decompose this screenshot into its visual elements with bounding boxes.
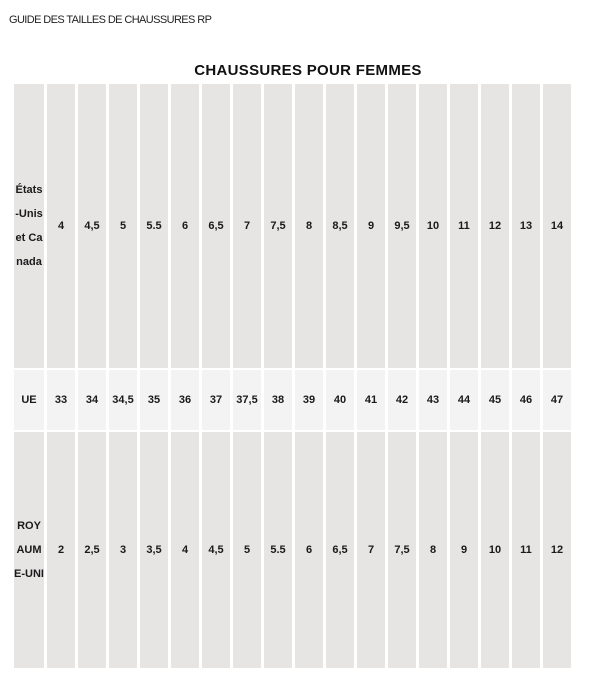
size-cell: 9 [450,430,478,668]
size-chart-table [11,84,574,668]
size-cell: 7 [233,84,261,368]
size-cell: 46 [512,368,540,430]
document-header: GUIDE DES TAILLES DE CHAUSSURES RP [9,14,212,26]
table-row-uk [14,430,571,668]
row-label-us-canada: États-Unis et Canada [14,84,44,368]
size-cell: 10 [481,430,509,668]
table-title: CHAUSSURES POUR FEMMES [194,62,422,79]
size-cell: 47 [543,368,571,430]
size-cell: 13 [512,84,540,368]
row-label-uk: ROYAUME-UNI [14,430,44,668]
size-cell: 42 [388,368,416,430]
size-cell: 7 [357,430,385,668]
size-cell: 35 [140,368,168,430]
size-cell: 11 [512,430,540,668]
size-cell: 6 [171,84,199,368]
size-cell: 37,5 [233,368,261,430]
size-cell: 2,5 [78,430,106,668]
size-cell: 38 [264,368,292,430]
size-cell: 10 [419,84,447,368]
size-cell: 33 [47,368,75,430]
size-cell: 8 [295,84,323,368]
size-cell: 12 [481,84,509,368]
size-cell: 36 [171,368,199,430]
size-cell: 9 [357,84,385,368]
size-cell: 41 [357,368,385,430]
size-cell: 8,5 [326,84,354,368]
size-cell: 37 [202,368,230,430]
size-cell: 3,5 [140,430,168,668]
size-cell: 44 [450,368,478,430]
size-cell: 4,5 [202,430,230,668]
size-cell: 39 [295,368,323,430]
size-cell: 5.5 [140,84,168,368]
size-cell: 4 [171,430,199,668]
size-cell: 43 [419,368,447,430]
size-cell: 6,5 [202,84,230,368]
size-cell: 6 [295,430,323,668]
size-cell: 11 [450,84,478,368]
table-row-eu [14,368,571,430]
size-cell: 40 [326,368,354,430]
size-cell: 5.5 [264,430,292,668]
size-cell: 14 [543,84,571,368]
size-cell: 7,5 [264,84,292,368]
row-label-eu: UE [14,368,44,430]
size-cell: 3 [109,430,137,668]
size-cell: 7,5 [388,430,416,668]
size-cell: 5 [233,430,261,668]
size-cell: 4,5 [78,84,106,368]
size-cell: 5 [109,84,137,368]
size-cell: 12 [543,430,571,668]
size-cell: 34,5 [109,368,137,430]
size-cell: 9,5 [388,84,416,368]
size-cell: 8 [419,430,447,668]
size-cell: 45 [481,368,509,430]
size-cell: 34 [78,368,106,430]
size-cell: 4 [47,84,75,368]
table-row-us-canada [14,84,571,368]
size-cell: 2 [47,430,75,668]
size-cell: 6,5 [326,430,354,668]
